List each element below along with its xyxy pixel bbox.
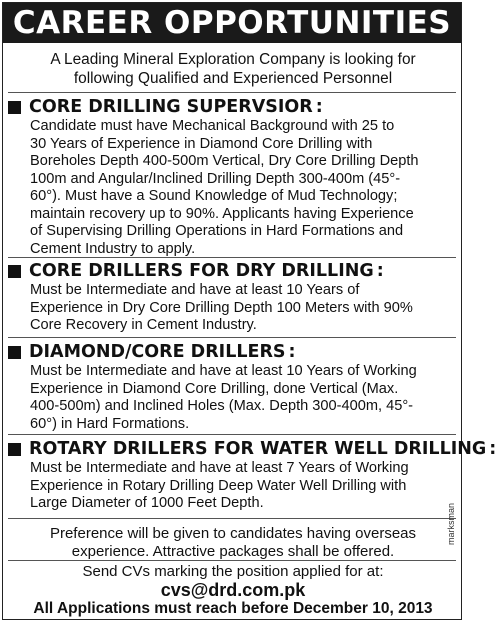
square-bullet-icon xyxy=(8,101,21,114)
square-bullet-icon xyxy=(8,346,21,359)
section-body xyxy=(30,460,458,513)
body-line: Experience in Diamond Core Drilling, done Vertical (Max. xyxy=(30,380,399,397)
divider xyxy=(8,337,456,338)
intro-line-1: A Leading Mineral Exploration Company is looking for xyxy=(50,51,416,68)
body-line: 400-500m) and Inclined Holes (Max. Depth 300-400m, 45°- xyxy=(30,398,414,414)
divider xyxy=(8,434,456,435)
section-body xyxy=(30,282,458,335)
square-bullet-icon xyxy=(8,443,21,456)
divider xyxy=(8,560,456,561)
body-line: Core Recovery in Cement Industry. xyxy=(30,317,257,333)
contact-email[interactable]: cvs@drd.com.pk xyxy=(160,580,306,600)
section-title-row: CORE DRILLERS FOR DRY DRILLING : xyxy=(8,260,458,282)
body-line: Must be Intermediate and have at least 7 Years of Working xyxy=(30,460,409,476)
body-line: Experience in Dry Core Drilling Depth 100 Meters with 90% xyxy=(30,299,413,316)
credit-mark: marksman xyxy=(446,502,456,545)
body-line: 100m and Angular/Inclined Drilling Depth 300-400m (45°- xyxy=(30,170,401,187)
body-line: 30 Years of Experience in Diamond Core Drilling with xyxy=(30,135,373,152)
section-title: DIAMOND/CORE DRILLERS xyxy=(29,342,286,362)
section-body xyxy=(30,363,458,433)
body-line: Candidate must have Mechanical Background with 25 to xyxy=(30,118,395,134)
preference-text xyxy=(8,525,458,561)
square-bullet-icon xyxy=(8,265,21,278)
divider xyxy=(8,92,456,93)
section-core-drillers-dry xyxy=(8,260,458,335)
section-diamond-core-drillers xyxy=(8,341,458,433)
intro-text xyxy=(8,50,458,88)
body-line: 60°). Must have a Sound Knowledge of Mud Technology; xyxy=(30,188,398,204)
section-body xyxy=(30,118,458,258)
send-cv-text: Send CVs marking the position applied for at: xyxy=(82,563,384,580)
intro-line-2: following Qualified and Experienced Personnel xyxy=(73,70,393,87)
section-title-row: CORE DRILLING SUPERVSIOR : xyxy=(8,96,458,118)
page-title: CAREER OPPORTUNITIES xyxy=(3,3,461,43)
body-line: 60°) in Hard Formations. xyxy=(30,415,190,432)
section-core-drilling-supervisor xyxy=(8,96,458,258)
section-title: CORE DRILLERS FOR DRY DRILLING xyxy=(29,261,374,281)
section-title: CORE DRILLING SUPERVSIOR xyxy=(29,97,313,117)
section-title-row: ROTARY DRILLERS FOR WATER WELL DRILLING : xyxy=(8,438,458,460)
section-title-row: DIAMOND/CORE DRILLERS : xyxy=(8,341,458,363)
divider xyxy=(8,518,456,519)
body-line: Experience in Rotary Drilling Deep Water Well Drilling with xyxy=(30,477,407,494)
section-rotary-drillers xyxy=(8,438,496,513)
body-line: of Supervising Drilling Operations in Hard Formations and xyxy=(30,223,404,239)
body-line: Cement Industry to apply. xyxy=(30,240,196,257)
divider xyxy=(8,257,456,258)
body-line: Must be Intermediate and have at least 10 Years of Working xyxy=(30,363,417,379)
body-line: Boreholes Depth 400-500m Vertical, Dry Core Drilling Depth xyxy=(30,153,419,169)
section-title: ROTARY DRILLERS FOR WATER WELL DRILLING xyxy=(29,439,487,459)
preference-line-1: Preference will be given to candidates having overseas xyxy=(49,525,417,542)
body-line: Must be Intermediate and have at least 10 Years of xyxy=(30,282,360,298)
body-line: maintain recovery up to 90%. Applicants having Experience xyxy=(30,205,414,222)
application-deadline: All Applications must reach before December 10, 2013 xyxy=(33,600,433,617)
body-line: Large Diameter of 1000 Feet Depth. xyxy=(30,495,264,511)
preference-line-2: experience. Attractive packages shall be offered. xyxy=(71,543,395,560)
